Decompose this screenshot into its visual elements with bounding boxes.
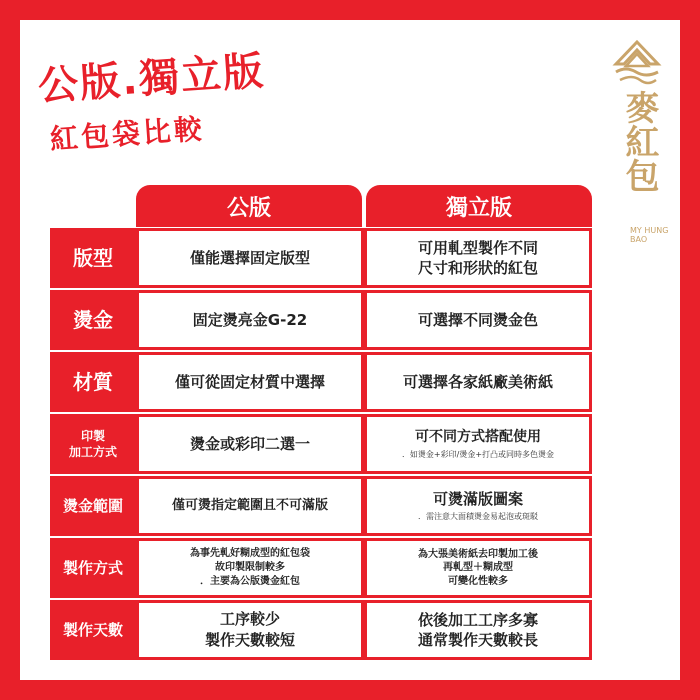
- row-label: 材質: [50, 352, 136, 412]
- cell-public: 燙金或彩印二選一: [136, 414, 364, 474]
- row-label: 製作方式: [50, 538, 136, 598]
- cell-independent-text: 可選擇不同燙金色: [417, 310, 538, 329]
- cell-note: ．需注意大面積燙金易起泡或斑駁: [418, 512, 538, 522]
- mountain-cloud-icon: [610, 38, 664, 88]
- logo-english: MY HUNG BAO: [630, 226, 669, 244]
- logo-text: 麥紅包: [619, 90, 659, 192]
- cell-independent: [364, 538, 592, 598]
- column-header-public: 公版: [136, 185, 362, 227]
- cell-independent-text: 可燙滿版圖案: [432, 489, 523, 508]
- page-subtitle: 紅包袋比較: [48, 112, 206, 156]
- row-label: 印製 加工方式: [50, 414, 136, 474]
- cell-public: 僅可燙指定範圍且不可滿版: [136, 476, 364, 536]
- cell-independent: [364, 352, 592, 412]
- cell-independent: [364, 600, 592, 660]
- cell-independent: [364, 228, 592, 288]
- cell-note: ．如燙金+彩印/燙金+打凸或同時多色燙金: [401, 449, 555, 459]
- cell-public: 僅可從固定材質中選擇: [136, 352, 364, 412]
- column-header-independent: 獨立版: [366, 185, 592, 227]
- row-label: 版型: [50, 228, 136, 288]
- row-label: 製作天數: [50, 600, 136, 660]
- cell-independent-text: 可用軋型製作不同 尺寸和形狀的紅包: [417, 238, 538, 277]
- page-title: 公版.獨立版: [36, 48, 267, 110]
- cell-public: 工序較少 製作天數較短: [136, 600, 364, 660]
- cell-independent: [364, 476, 592, 536]
- cell-independent-text: 可不同方式搭配使用: [415, 428, 541, 445]
- row-label: 燙金範圍: [50, 476, 136, 536]
- cell-public: 固定燙亮金G-22: [136, 290, 364, 350]
- row-label: 燙金: [50, 290, 136, 350]
- cell-independent-text: 依後加工工序多寡 通常製作天數較長: [417, 610, 538, 649]
- cell-independent: [364, 290, 592, 350]
- cell-public: 僅能選擇固定版型: [136, 228, 364, 288]
- cell-independent: [364, 414, 592, 474]
- cell-independent-text: 可選擇各家紙廠美術紙: [402, 372, 553, 391]
- cell-independent-text: 為大張美術紙去印製加工後 再軋型＋糊成型 可變化性較多: [418, 548, 538, 587]
- brand-logo: [608, 38, 669, 244]
- cell-public: 為事先軋好糊成型的紅包袋 故印製限制較多 ．主要為公版燙金紅包: [136, 538, 364, 598]
